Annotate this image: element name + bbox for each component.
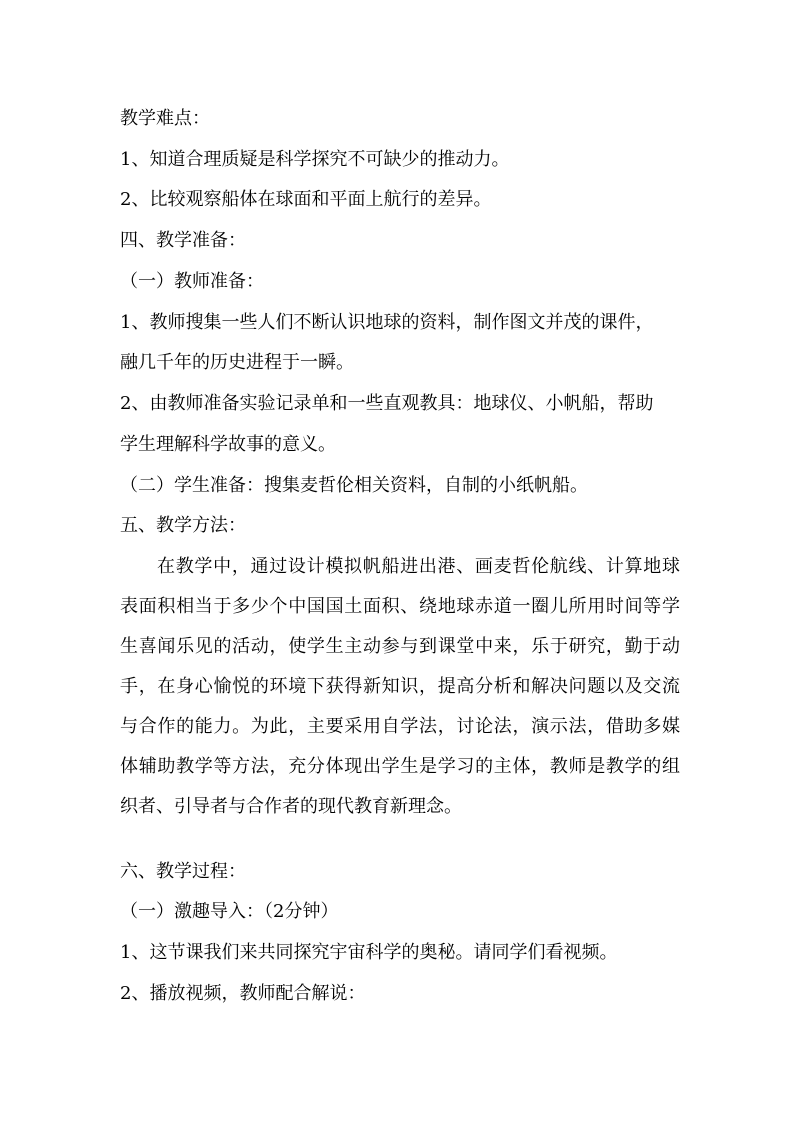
subheading-student-preparation: （二）学生准备：搜集麦哲伦相关资料，自制的小纸帆船。	[120, 475, 588, 496]
paragraph-line: 手，在身心愉悦的环境下获得新知识，提高分析和解决问题以及交流	[120, 676, 680, 697]
heading-teaching-difficulties: 教学难点：	[120, 108, 210, 129]
heading-teaching-preparation: 四、教学准备：	[120, 230, 246, 251]
teacher-prep-item-2-line-1: 2、由教师准备实验记录单和一些直观教具：地球仪、小帆船，帮助	[120, 393, 654, 414]
paragraph-line: 体辅助教学等方法，充分体现出学生是学习的主体，教师是教学的组	[120, 756, 680, 777]
paragraph-line: 表面积相当于多少个中国国土面积、绕地球赤道一圈儿所用时间等学	[120, 596, 680, 617]
difficulty-item-2: 2、比较观察船体在球面和平面上航行的差异。	[120, 189, 492, 210]
intro-item-1: 1、这节课我们来共同探究宇宙科学的奥秘。请同学们看视频。	[120, 942, 618, 963]
teacher-prep-item-1-line-1: 1、教师搜集一些人们不断认识地球的资料，制作图文并茂的课件，	[120, 312, 654, 333]
paragraph-line: 生喜闻乐见的活动，使学生主动参与到课堂中来，乐于研究，勤于动	[120, 636, 680, 657]
heading-teaching-method: 五、教学方法：	[120, 515, 246, 536]
teacher-prep-item-2-line-2: 学生理解科学故事的意义。	[120, 434, 336, 455]
paragraph-line: 与合作的能力。为此，主要采用自学法，讨论法，演示法，借助多媒	[120, 716, 680, 737]
difficulty-item-1: 1、知道合理质疑是科学探究不可缺少的推动力。	[120, 149, 510, 170]
paragraph-line: 织者、引导者与合作者的现代教育新理念。	[120, 796, 462, 817]
paragraph-line: 在教学中，通过设计模拟帆船进出港、画麦哲伦航线、计算地球	[157, 556, 680, 577]
heading-teaching-process: 六、教学过程：	[120, 861, 246, 882]
subheading-teacher-preparation: （一）教师准备：	[120, 271, 264, 292]
subheading-interest-intro: （一）激趣导入：（2分钟）	[120, 901, 339, 922]
intro-item-2: 2、播放视频，教师配合解说：	[120, 983, 366, 1004]
teaching-method-paragraph	[120, 547, 680, 827]
teacher-prep-item-1-line-2: 融几千年的历史进程于一瞬。	[120, 352, 354, 373]
